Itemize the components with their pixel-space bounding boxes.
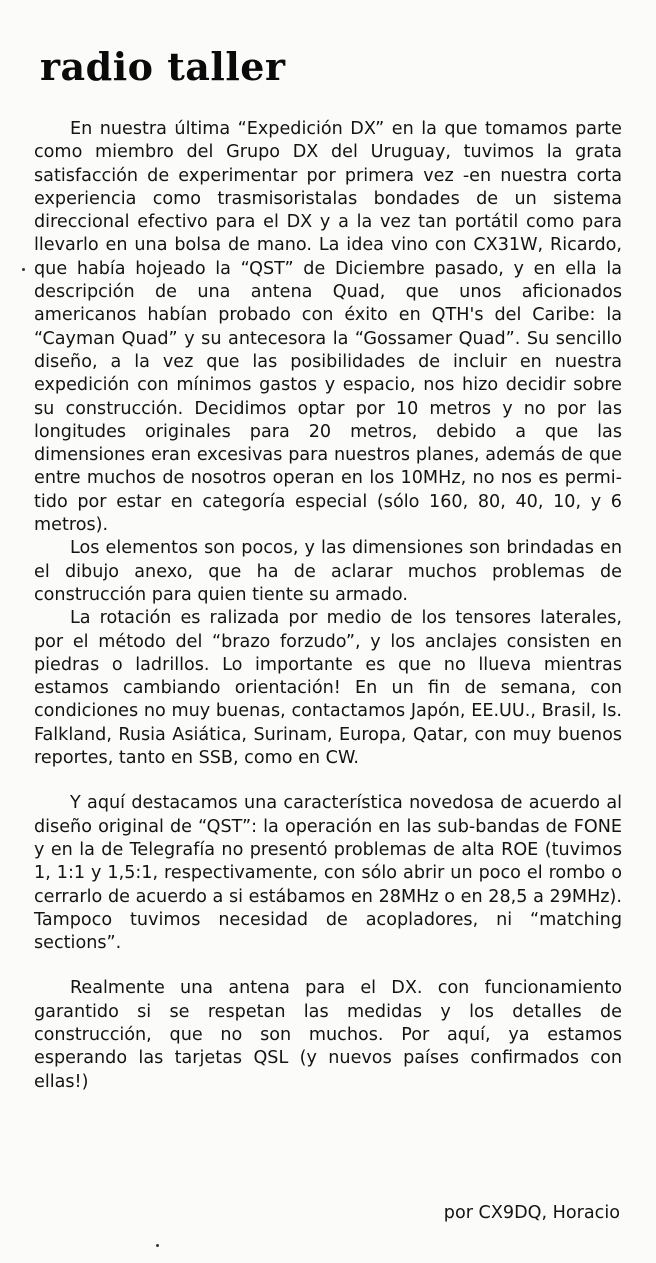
paragraph-1: En nuestra última “Expedición DX” en la que tomamos parte como miembro del Grupo DX del Uruguay, tuvimos la grata satisfacción de experimentar por primera vez -en nuestra corta experiencia como trasmisoristalas bondades de un sistema direccional efectivo para el DX y a la vez tan portátil como para llevarlo en una bolsa de mano. La idea vino con CX31W, Ricardo, que había hojeado la “QST” de Diciembre pasado, y en ella la descripción de una antena Quad, que unos aficionados americanos habían probado con éxito en QTH's del Caribe: la “Cayman Quad” y su antecesora la “Gossamer Quad”. Su sencillo diseño, a la vez que las posibilidades de incluir en nuestra expedición con mínimos gastos y espacio, nos hizo decidir sobre su construcción. Decidimos optar por 10 metros y no por las longitudes originales para 20 metros, debido a que las dimensiones eran excesivas para nuestros planes, además de que entre muchos de nosotros operan en los 10MHz, no nos es permitido por estar en categoría especial (sólo 160, 80, 40, 10, y 6 metros).: [34, 119, 622, 536]
paragraph-3: La rotación es ralizada por medio de los tensores laterales, por el método del “brazo forzudo”, y los anclajes consisten en piedras o ladrillos. Lo importante es que no llueva mientras estamos cambiando orientación! En un fin de semana, con condiciones no muy buenas, contactamos Japón, EE.UU., Brasil, Is. Falkland, Rusia Asiática, Surinam, Europa, Qatar, con muy buenos reportes, tanto en SSB, como en CW.: [34, 608, 622, 769]
paragraph-gap: [34, 955, 622, 977]
paragraph-gap: [34, 770, 622, 792]
section-title: radio taller: [40, 44, 286, 89]
paragraph-2: Los elementos son pocos, y las dimensiones son brindadas en el dibujo anexo, que ha de aclarar muchos problemas de construcción para quien tiente su armado.: [34, 538, 622, 605]
article-body: [34, 118, 622, 1094]
paragraph-4: Y aquí destacamos una característica novedosa de acuerdo al diseño original de “QST”: la operación en las sub-bandas de FONE y en la de Telegrafía no presentó problemas de alta ROE (tuvimos 1, 1:1 y 1,5:1, respectivamente, con sólo abrir un poco el rombo o cerrarlo de acuerdo a si estábamos en 28MHz o en 28,5 a 29MHz). Tampoco tuvimos necesidad de acopladores, ni “matching sections”.: [34, 793, 622, 954]
author-byline: por CX9DQ, Horacio: [443, 1203, 620, 1223]
print-speck: [156, 1244, 159, 1247]
print-speck: [22, 268, 25, 271]
paragraph-5: Realmente una antena para el DX. con funcionamiento garantido si se respetan las medidas y los detalles de construcción, que no son muchos. Por aquí, ya estamos esperando las tarjetas QSL (y nuevos países confirmados con ellas!): [34, 978, 622, 1092]
